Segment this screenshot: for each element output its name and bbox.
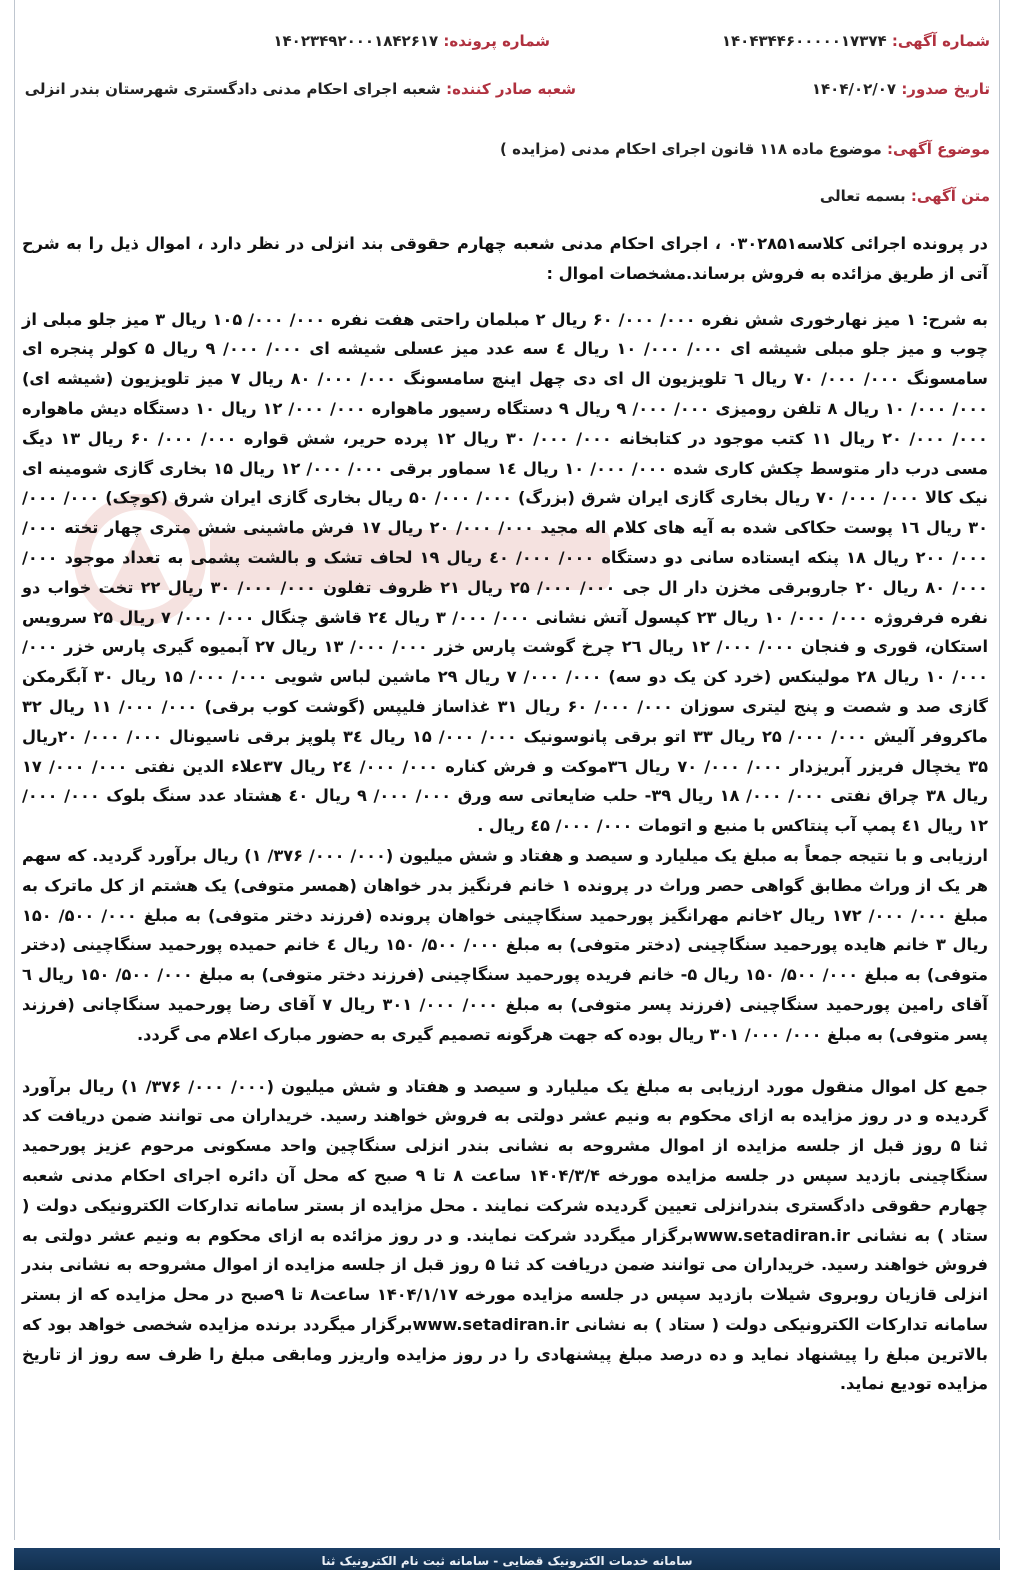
ad-number-label: شماره آگهی: xyxy=(891,32,990,50)
auction-paragraph: جمع کل اموال منقول مورد ارزیابی به مبلغ یک میلیارد و سیصد و هفتاد و شش میلیون (۰۰۰/ ۰۰۰/ ۳۷۶/ ۱) ریال برآورد گردیده و در روز مزایده به ازای محکوم به ونیم عشر دولتی به فروش خواهند رسید. خریداران می توانند ضمن دریافت کد ثنا ۵ روز قبل از جلسه مزایده از اموال مشروحه به نشانی بندر انزلی سنگاچین واحد مسکونی مرحوم عزیز پورحمید سنگاچینی بازدید سپس در جلسه مزایده مورخه ۱۴۰۴/۳/۴ ساعت ۸ تا ۹ صبح که محل آن دائره اجرای احکام مدنی شعبه چهارم حقوقی دادگستری بندرانزلی تعیین گردیده شرکت نمایند . محل مزایده از بستر سامانه تدارکات الکترونیکی دولت ( ستاد ) به نشانی www.setadiran.irبرگزار میگردد شرکت نمایند. و در روز مزائده به ازای محکوم به ونیم عشر دولتی به فروش خواهند رسید. خریداران می توانند ضمن دریافت کد ثنا ۵ روز قبل از جلسه مزایده از اموال مشروحه به نشانی بندر انزلی قازیان روبروی شیلات بازدید سپس در جلسه مزایده مورخه ۱۴۰۴/۱/۱۷ ساعت۸ تا ۹صبح در محل مزایده که از بستر سامانه تدارکات الکترونیکی دولت ( ستاد ) به نشانی www.setadiran.irبرگزار میگردد برنده مزایده شخصی خواهد بود که بالاترین مبلغ را پیشنهاد نماید و ده درصد مبلغ پیشنهادی را در روز مزایده واریزر ومابقی مبلغ را ظرف سه روز از تاریخ مزایده تودیع نماید. xyxy=(22,1076,988,1394)
issue-date: ۱۴۰۴/۰۲/۰۷ xyxy=(811,80,897,98)
text-title: بسمه تعالی xyxy=(819,187,906,205)
case-number-label: شماره پرونده: xyxy=(443,32,550,50)
intro-paragraph: در پرونده اجرائی کلاسه۰۳۰۲۸۵۱ ، اجرای احکام مدنی شعبه چهارم حقوقی بند انزلی در نظر دارد ، اموال ذیل را به شرح آتی از طریق مزائده به فروش برساند.مشخصات اموال : xyxy=(22,234,988,283)
issuer-label: شعبه صادر کننده: xyxy=(446,80,576,98)
subject-label: موضوع آگهی: xyxy=(886,140,990,158)
case-number-row xyxy=(273,32,550,50)
subject-row xyxy=(500,140,990,158)
case-number: ۱۴۰۲۳۴۹۲۰۰۰۱۸۴۲۶۱۷ xyxy=(273,32,439,50)
heirs-paragraph: ارزیابی و با نتیجه جمعاً به مبلغ یک میلیارد و سیصد و هفتاد و شش میلیون (۰۰۰/ ۰۰۰/ ۳۷۶/ ۱) ریال برآورد گردید. که سهم هر یک از وراث مطابق گواهی حصر وراث در پرونده ۱ خانم فرنگیز بدر خواهان (همسر متوفی) یک هشتم از کل ماترک به مبلغ ۰۰۰/ ۰۰۰/ ۱۷۲ ریال ۲خانم مهرانگیز پورحمید سنگاچینی خواهان پرونده (فرزند دختر متوفی) به مبلغ ۰۰۰/ ۵۰۰/ ۱۵۰ ریال ۳ خانم هایده پورحمید سنگاچینی (دختر متوفی) به مبلغ ۰۰۰/ ۵۰۰/ ۱۵۰ ریال ٤ خانم حمیده پورحمید سنگاچینی (دختر متوفی) به مبلغ ۰۰۰/ ۵۰۰/ ۱۵۰ ریال ۵- خانم فریده پورحمید سنگاچینی (فرزند دختر متوفی) به مبلغ ۰۰۰/ ۵۰۰/ ۱۵۰ ریال ٦ آقای رامین پورحمید سنگاچینی (فرزند پسر متوفی) به مبلغ ۰۰۰/ ۰۰۰/ ۳۰۱ ریال ۷ آقای رضا پورحمید سنگاچانی (فرزند پسر متوفی) به مبلغ ۰۰۰/ ۰۰۰/ ۳۰۱ ریال بوده که جهت هرگونه تصمیم گیری به حضور مبارک اعلام می گردد. xyxy=(22,845,988,1044)
footer-bar: سامانه خدمات الکترونیک قضایی - سامانه ثبت نام الکترونیک ثنا xyxy=(14,1548,1000,1570)
text-title-row xyxy=(820,187,990,205)
ad-number-row xyxy=(722,32,990,50)
issue-date-label: تاریخ صدور: xyxy=(901,80,990,98)
ad-number: ۱۴۰۴۳۴۴۶۰۰۰۰۰۱۷۳۷۴ xyxy=(721,32,887,50)
ad-body xyxy=(22,229,988,1399)
subject: موضوع ماده ۱۱۸ قانون اجرای احکام مدنی (مزایده ) xyxy=(500,140,882,158)
issue-date-row xyxy=(812,80,990,98)
issuer: شعبه اجرای احکام مدنی دادگستری شهرستان بندر انزلی xyxy=(24,80,441,98)
items-paragraph: به شرح: ۱ میز نهارخوری شش نفره ۰۰۰/ ۰۰۰/ ۶۰ ریال ۲ مبلمان راحتی هفت نفره ۰۰۰/ ۰۰۰/ ۱۰۵ ریال ۳ میز جلو مبلی از چوب و میز جلو مبلی شیشه ای ۰۰۰/ ۰۰۰/ ۱۰ ریال ٤ سه عدد میز عسلی شیشه ای ۰۰۰/ ۰۰۰/ ۹ ریال ۵ کولر پنجره ای سامسونگ ۰۰۰/ ۰۰۰/ ۷۰ ریال ٦ تلویزیون ال ای دی چهل اینچ سامسونگ ۰۰۰/ ۰۰۰/ ۸۰ ریال ۷ میز تلویزیون (شیشه ای) ۰۰۰/ ۰۰۰/ ۱۰ ریال ۸ تلفن رومیزی ۰۰۰/ ۰۰۰/ ۹ ریال ۹ دستگاه رسیور ماهواره ۰۰۰/ ۰۰۰/ ۱۲ ریال ۱۰ دستگاه دیش ماهواره ۰۰۰/ ۰۰۰/ ۲۰ ریال ۱۱ کتب موجود در کتابخانه ۰۰۰/ ۰۰۰/ ۳۰ ریال ۱۲ پرده حریر، شش قواره ۰۰۰/ ۰۰۰/ ۶۰ ریال ۱۳ دیگ مسی درب دار متوسط چکش کاری شده ۰۰۰/ ۰۰۰/ ۱۰ ریال ۱٤ سماور برقی ۰۰۰/ ۰۰۰/ ۱۲ ریال ۱۵ بخاری گازی شومینه ای نیک کالا ۰۰۰/ ۰۰۰/ ۷۰ ریال بخاری گازی ایران شرق (بزرگ) ۰۰۰/ ۰۰۰/ ۵۰ ریال بخاری گازی ایران شرق (کوچک) ۰۰۰/ ۰۰۰/ ۳۰ ریال ۱٦ پوست حکاکی شده به آیه های کلام اله مجید ۰۰۰/ ۰۰۰/ ۲۰ ریال ۱۷ فرش ماشینی شش متری چهار تخته ۰۰۰/ ۰۰۰/ ۲۰۰ ریال ۱۸ پنکه ایستاده سانی دو دستگاه ۰۰۰/ ۰۰۰/ ٤۰ ریال ۱۹ لحاف تشک و بالشت پشمی به تعداد موجود ۰۰۰/ ۰۰۰/ ۸۰ ریال ۲۰ جاروبرقی مخزن دار ال جی ۰۰۰/ ۰۰۰/ ۲۵ ریال ۲۱ ظروف تفلون ۰۰۰/ ۰۰۰/ ۳۰ ریال ۲۲ تخت خواب دو نفره فرفروژه ۰۰۰/ ۰۰۰/ ۱۰ ریال ۲۳ کپسول آتش نشانی ۰۰۰/ ۰۰۰/ ۳ ریال ۲٤ قاشق چنگال ۰۰۰/ ۰۰۰/ ۷ ریال ۲۵ سرویس استکان، قوری و فنجان ۰۰۰/ ۰۰۰/ ۱۲ ریال ۲٦ چرخ گوشت پارس خزر ۰۰۰/ ۰۰۰/ ۱۳ ریال ۲۷ آبمیوه گیری پارس خزر ۰۰۰/ ۰۰۰/ ۱۰ ریال ۲۸ مولینکس (خرد کن یک دو سه) ۰۰۰/ ۰۰۰/ ۷ ریال ۲۹ ماشین لباس شویی ۰۰۰/ ۰۰۰/ ۱۵ ریال ۳۰ آبگرمکن گازی صد و شصت و پنج لیتری سوزان ۰۰۰/ ۰۰۰/ ۶۰ ریال ۳۱ غذاساز فلیپس (گوشت کوب برقی) ۰۰۰/ ۰۰۰/ ۱۱ ریال ۳۲ ماکروفر آلیش ۰۰۰/ ۰۰۰/ ۲۵ ریال ۳۳ اتو برقی پانوسونیک ۰۰۰/ ۰۰۰/ ۱۵ ریال ۳٤ پلوپز برقی ناسیونال ۰۰۰/ ۰۰۰/ ۲۰ریال ۳۵ یخچال فریزر آبریزدار ۰۰۰/ ۰۰۰/ ۷۰ ریال ۳٦موکت و فرش کناره ۰۰۰/ ۰۰۰/ ۲٤ ریال ۳۷علاء الدین نفتی ۰۰۰/ ۰۰۰/ ۱۷ ریال ۳۸ چراق نفتی ۰۰۰/ ۰۰۰/ ۱۸ ریال ۳۹- حلب ضایعاتی سه ورق ۰۰۰/ ۰۰۰/ ۹ ریال ٤۰ هشتاد عدد سنگ بلوک ۰۰۰/ ۰۰۰/ ۱۲ ریال ٤۱ پمپ آب پنتاکس با منبع و اتومات ۰۰۰/ ۰۰۰/ ٤۵ ریال . xyxy=(22,309,989,836)
issuer-row xyxy=(25,80,576,98)
text-label: متن آگهی: xyxy=(910,187,990,205)
